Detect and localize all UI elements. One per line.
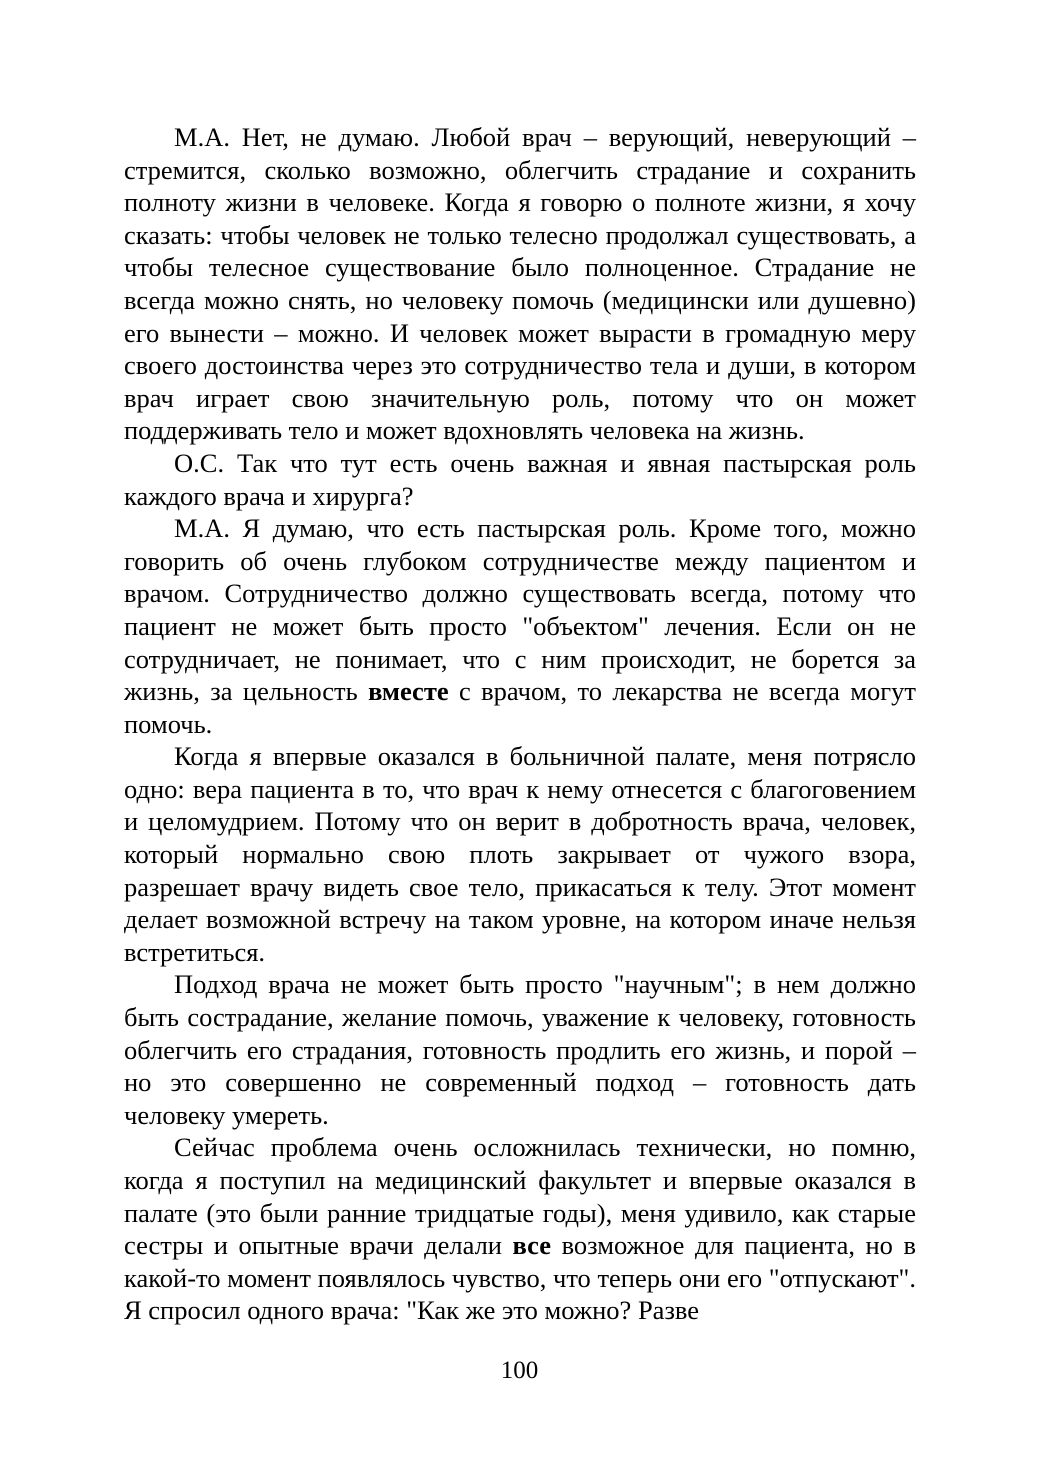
paragraph-2: [124, 447, 916, 512]
text-run: Сейчас проблема очень осложнилась технически, но помню, когда я поступил на медицинский факультет и впервые оказался в палате (это были ранние тридцатые годы), меня удивило, как старые сестры и опытные врачи делали: [124, 1132, 916, 1261]
text-run: М.А. Нет, не думаю. Любой врач – верующий, неверующий – стремится, сколько возможно, облегчить страдание и сохранить полноту жизни в человеке. Когда я говорю о полноте жизни, я хочу сказать: чтобы человек не только телесно продолжал существовать, а чтобы телесное существование было полноценное. Страдание не всегда можно снять, но человеку помочь (медицински или душевно) его вынести – можно. И человек может вырасти в громадную меру своего достоинства через это сотрудничество тела и души, в котором врач играет свою значительную роль, потому что он может поддерживать тело и может вдохновлять человека на жизнь.: [124, 122, 916, 446]
paragraph-1: [124, 121, 916, 447]
text-run: Когда я впервые оказался в больничной палате, меня потрясло одно: вера пациента в то, что врач к нему отнесется с благоговением и целомудрием. Потому что он верит в добротность врача, человек, который нормально свою плоть закрывает от чужого взора, разрешает врачу видеть свое тело, прикасаться к телу. Этот момент делает возможной встречу на таком уровне, на котором иначе нельзя встретиться.: [124, 741, 916, 967]
paragraph-3: [124, 512, 916, 740]
page-number: 100: [500, 1357, 539, 1384]
text-run: с врачом, то лекарства не всегда могут помочь.: [124, 676, 916, 739]
text-run: возможное для пациента, но в какой-то момент появлялось чувство, что теперь они его "отпускают". Я спросил одного врача: "Как же это можно? Разве: [124, 1230, 916, 1326]
bold-emphasis: все: [512, 1230, 552, 1261]
text-column: [124, 121, 916, 1327]
text-run: Подход врача не может быть просто "научным"; в нем должно быть сострадание, желание помочь, уважение к человеку, готовность облегчить его страдания, готовность продлить его жизнь, и порой – но это совершенно не современный подход – готовность дать человеку умереть.: [124, 969, 916, 1130]
text-run: О.С. Так что тут есть очень важная и явная пастырская роль каждого врача и хирурга?: [124, 447, 916, 511]
paragraph-4: [124, 740, 916, 968]
paragraph-6: [124, 1131, 916, 1327]
bold-emphasis: вместе: [368, 676, 449, 707]
text-run: М.А. Я думаю, что есть пастырская роль. Кроме того, можно говорить об очень глубоком сотрудничестве между пациентом и врачом. Сотрудничество должно существовать всегда, потому что пациент не может быть просто "объектом" лечения. Если он не сотрудничает, не понимает, что с ним происходит, не борется за жизнь, за цельность: [124, 513, 916, 707]
paragraph-5: [124, 968, 916, 1131]
